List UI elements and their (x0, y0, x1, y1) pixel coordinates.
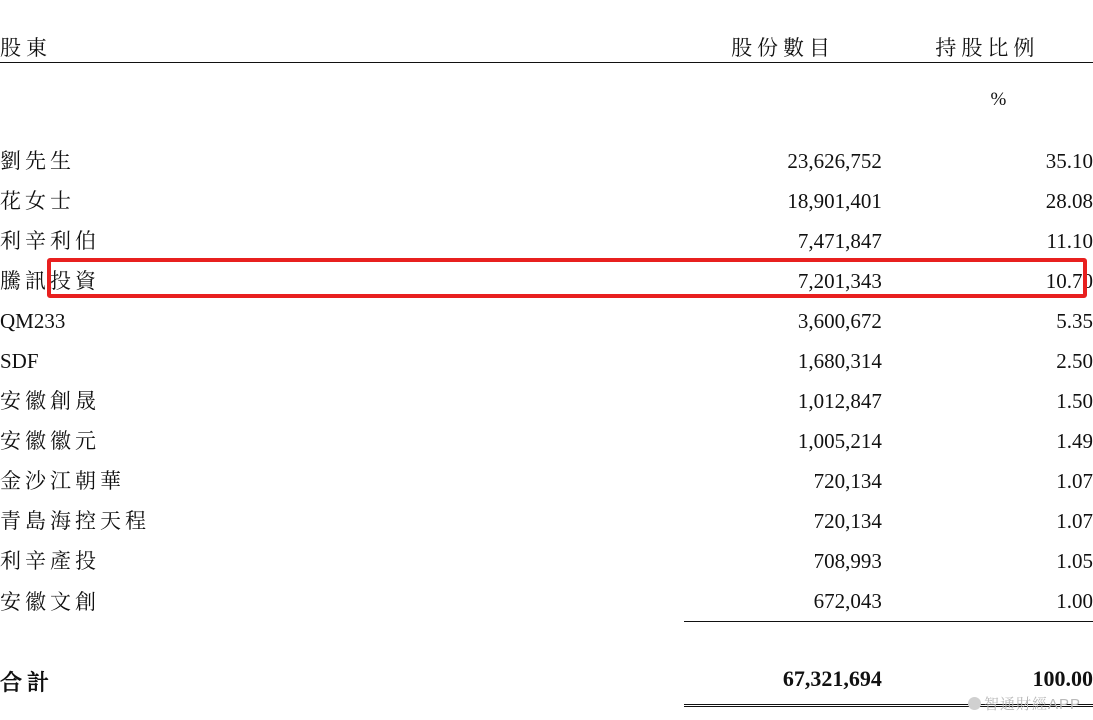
cell-shares: 708,993 (813, 549, 882, 573)
spacer-cell-shares (684, 111, 882, 141)
cell-shareholder-name: 金沙江朝華 (0, 469, 125, 493)
table-row (0, 181, 1093, 221)
table-row (0, 141, 1093, 181)
table-row (0, 221, 1093, 261)
watermark-logo-icon (968, 697, 981, 710)
column-header-shares: 股份數目 (684, 0, 882, 63)
total-label: 合計 (0, 669, 55, 695)
gap-cell-name (0, 622, 684, 657)
cell-shareholder-name: 劉先生 (0, 149, 75, 173)
cell-shares: 1,680,314 (797, 349, 882, 373)
cell-shares: 720,134 (813, 509, 882, 533)
table-row (0, 301, 1093, 341)
column-header-shareholder: 股東 (0, 0, 684, 63)
cell-percent: 1.07 (1056, 469, 1093, 493)
subheader-blank-name (0, 63, 684, 112)
cell-shares: 672,043 (684, 581, 882, 622)
cell-shares: 7,201,343 (797, 269, 882, 293)
table-row (0, 341, 1093, 381)
cell-shares: 3,600,672 (797, 309, 882, 333)
cell-percent: 28.08 (1045, 189, 1093, 213)
table-total-row (0, 656, 1093, 706)
cell-shareholder-name: QM233 (0, 309, 66, 333)
total-shares: 67,321,694 (684, 656, 882, 706)
cell-percent: 5.35 (1056, 309, 1093, 333)
spacer-row (0, 111, 1093, 141)
cell-shares: 1,005,214 (797, 429, 882, 453)
cell-shareholder-name: 利辛利伯 (0, 229, 100, 253)
total-gap-row (0, 622, 1093, 657)
cell-shares: 18,901,401 (787, 189, 882, 213)
cell-percent: 2.50 (1056, 349, 1093, 373)
table-row (0, 581, 1093, 622)
table-row (0, 501, 1093, 541)
total-percent: 100.00 (882, 656, 1093, 706)
table-body (0, 111, 1093, 706)
table-row (0, 461, 1093, 501)
cell-percent: 1.07 (1056, 509, 1093, 533)
cell-percent: 35.10 (1045, 149, 1093, 173)
subheader-blank-shares (684, 63, 882, 112)
table-row (0, 381, 1093, 421)
watermark-text: 智通財經APP (983, 696, 1081, 713)
watermark (968, 693, 1081, 714)
column-header-percent: 持股比例 (882, 0, 1093, 63)
cell-shareholder-name: 花女士 (0, 189, 75, 213)
cell-percent: 11.10 (1046, 229, 1093, 253)
cell-percent: 10.70 (1045, 269, 1093, 293)
cell-shareholder-name: 安徽徽元 (0, 429, 100, 453)
table-row-highlighted (0, 261, 1093, 301)
gap-cell-pct (882, 622, 1093, 657)
spacer-cell-pct (882, 111, 1093, 141)
gap-cell-shares (684, 622, 882, 657)
table-header (0, 0, 1093, 111)
column-header-percent-unit: % (990, 89, 1007, 110)
cell-shareholder-name: 騰訊投資 (0, 269, 100, 293)
spacer-cell-name (0, 111, 684, 141)
cell-percent: 1.00 (882, 581, 1093, 622)
table-header-row (0, 0, 1093, 63)
table-row (0, 541, 1093, 581)
cell-shares: 1,012,847 (797, 389, 882, 413)
table-row (0, 421, 1093, 461)
cell-shareholder-name: 利辛產投 (0, 549, 100, 573)
cell-shareholder-name: 青島海控天程 (0, 509, 150, 533)
cell-percent: 1.50 (1056, 389, 1093, 413)
cell-shareholder-name: 安徽文創 (0, 589, 100, 614)
cell-shares: 23,626,752 (787, 149, 882, 173)
table-subheader-row (0, 63, 1093, 112)
cell-shares: 7,471,847 (797, 229, 882, 253)
cell-percent: 1.05 (1056, 549, 1093, 573)
cell-shareholder-name: SDF (0, 349, 39, 373)
cell-shares: 720,134 (813, 469, 882, 493)
cell-percent: 1.49 (1056, 429, 1093, 453)
cell-shareholder-name: 安徽創晟 (0, 389, 100, 413)
